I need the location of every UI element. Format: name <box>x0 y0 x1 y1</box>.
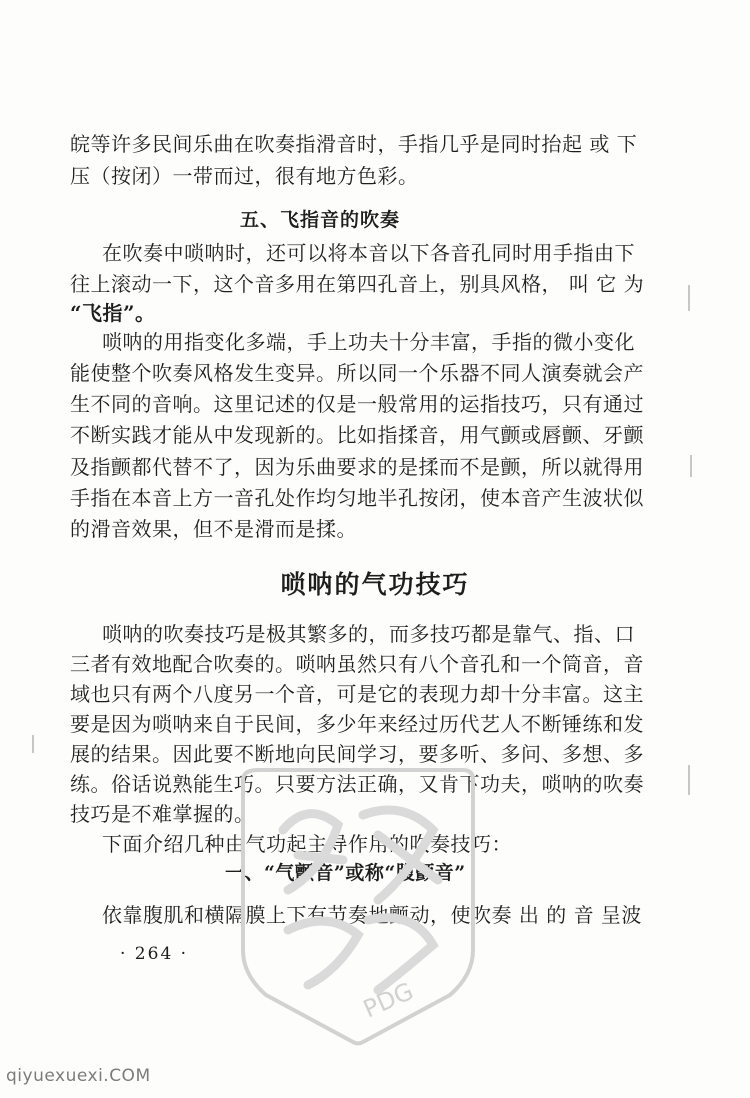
body-text-line: 能使整个吹奏风格发生变异。所以同一个乐器不同人演奏就会产 <box>70 361 644 385</box>
scan-margin-mark <box>690 455 692 477</box>
body-text-line: 依靠腹肌和横隔膜上下有节奏地颤动，使吹奏 出 的 音 呈波 <box>102 903 642 927</box>
section-heading: 五、飞指音的吹奏 <box>240 209 401 231</box>
scan-margin-mark <box>688 285 690 311</box>
scan-margin-mark <box>688 765 690 795</box>
body-text-line: 三者有效地配合吹奏的。唢呐虽然只有八个音孔和一个筒音，音 <box>70 652 644 676</box>
body-text-line: 唢呐的用指变化多端，手上功夫十分丰富，手指的微小变化 <box>102 330 635 354</box>
page-number: · 264 · <box>120 944 189 964</box>
site-watermark: qiyuexuexi.COM <box>6 1066 151 1086</box>
body-text-line: 唢呐的吹奏技巧是极其繁多的，而多技巧都是靠气、指、口 <box>102 622 635 646</box>
body-text-line: 练。俗话说熟能生巧。只要方法正确，又肯下功夫，唢呐的吹奏 <box>70 772 644 796</box>
body-text-line: 的滑音效果，但不是滑而是揉。 <box>70 517 357 541</box>
body-text-line: 压（按闭）一带而过，很有地方色彩。 <box>70 164 419 188</box>
body-text-line: 及指颤都代替不了，因为乐曲要求的是揉而不是颤，所以就得用 <box>70 455 644 479</box>
body-text-line: 不断实践才能从中发现新的。比如指揉音，用气颤或唇颤、牙颤 <box>70 423 644 447</box>
body-text-line: 在吹奏中唢呐时，还可以将本音以下各音孔同时用手指由下 <box>102 241 635 265</box>
body-text-line: 域也只有两个八度另一个音，可是它的表现力却十分丰富。这主 <box>70 682 644 706</box>
scan-margin-mark <box>32 735 34 753</box>
stamp-text: PDG <box>359 976 418 1024</box>
body-text-line: “飞指”。 <box>70 301 156 325</box>
body-text-line: 要是因为唢呐来自于民间，多少年来经过历代艺人不断锤练和发 <box>70 712 644 736</box>
body-text-line: 皖等许多民间乐曲在吹奏指滑音时，手指几乎是同时抬起 或 下 <box>70 132 638 156</box>
stamp-glyph-strokes <box>283 810 438 990</box>
subsection-heading: 一、“气颤音”或称“腹颤音” <box>225 862 466 884</box>
body-text-line: 展的结果。因此要不断地向民间学习，要多听、多问、多想、多 <box>70 742 644 766</box>
body-text-line: 生不同的音响。这里记述的仅是一般常用的运指技巧，只有通过 <box>70 392 644 416</box>
stamp-watermark <box>228 760 488 1050</box>
body-text-line: 技巧是不难掌握的。 <box>70 802 255 826</box>
body-text-line: 手指在本音上方一音孔处作均匀地半孔按闭，使本音产生波状似 <box>70 486 644 510</box>
chapter-title: 唢呐的气功技巧 <box>280 570 470 599</box>
body-text-line: 下面介绍几种由气功起主导作用的吹奏技巧： <box>102 832 512 856</box>
body-text-line: 往上滚动一下，这个音多用在第四孔音上，别具风格， 叫 它 为 <box>70 272 645 296</box>
stamp-outline <box>243 770 473 1044</box>
